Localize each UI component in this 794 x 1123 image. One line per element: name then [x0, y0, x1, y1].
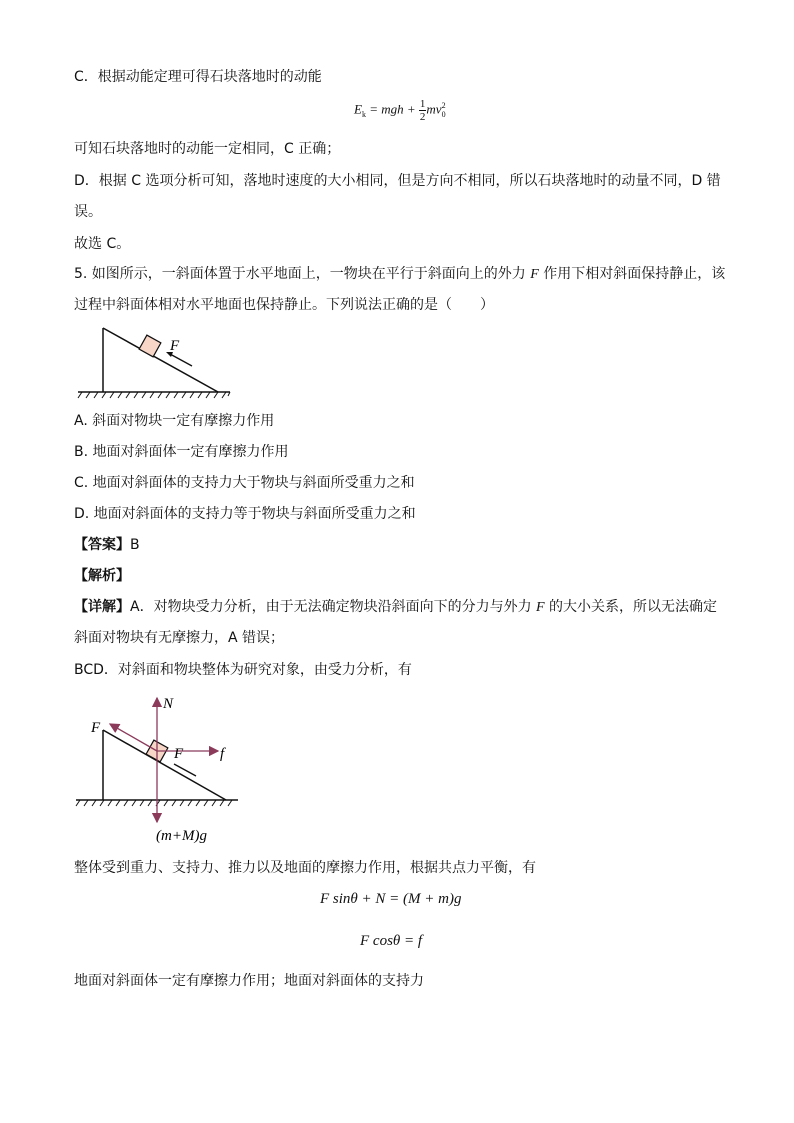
applied-force-line	[174, 764, 196, 776]
section-d-line1: D．根据 C 选项分析可知，落地时速度的大小相同，但是方向不相同，所以石块落地时的动量不同，D 错	[74, 173, 721, 189]
answer-line	[74, 535, 140, 555]
option-c: C. 地面对斜面体的支持力大于物块与斜面所受重力之和	[74, 475, 415, 491]
analysis-label: 【解析】	[74, 568, 130, 584]
equation-1: F sinθ + N = (M + m)g	[320, 891, 462, 907]
ground-hatching	[78, 392, 230, 398]
force-label: F	[170, 338, 180, 354]
ground-hatching	[76, 800, 232, 806]
force-arrow	[170, 354, 192, 366]
option-a: A. 斜面对物块一定有摩擦力作用	[74, 413, 275, 429]
label-F-top: F	[91, 720, 101, 736]
option-b: B. 地面对斜面体一定有摩擦力作用	[74, 444, 289, 460]
last-line: 地面对斜面体一定有摩擦力作用；地面对斜面体的支持力	[74, 973, 424, 989]
label-F-mid: F	[174, 746, 184, 762]
summary-line: 整体受到重力、支持力、推力以及地面的摩擦力作用，根据共点力平衡，有	[74, 860, 536, 876]
incline-figure	[70, 320, 240, 400]
block	[139, 335, 161, 357]
section-c-conclusion: 可知石块落地时的动能一定相同，C 正确；	[74, 141, 341, 157]
question5-line1: 5. 如图所示，一斜面体置于水平地面上，一物块在平行于斜面向上的外力 F 作用下相对斜面保持静止，该	[74, 266, 726, 282]
label-gravity: (m+M)g	[156, 828, 207, 844]
label-N: N	[163, 696, 174, 712]
choice-text: 故选 C。	[74, 236, 131, 252]
equation-2: F cosθ = f	[360, 933, 423, 949]
detail-line1: 【详解】A．对物块受力分析，由于无法确定物块沿斜面向下的分力与外力 F 的大小关系，所以无法确定	[74, 599, 718, 615]
incline-slope	[103, 328, 218, 392]
option-d: D. 地面对斜面体的支持力等于物块与斜面所受重力之和	[74, 506, 416, 522]
label-f: f	[220, 746, 225, 762]
section-d-line2: 误。	[74, 204, 102, 220]
answer-value: B	[130, 537, 140, 553]
incline-slope	[103, 730, 226, 800]
question5-line2: 过程中斜面体相对水平地面也保持静止。下列说法正确的是（ ）	[74, 297, 494, 313]
detail-line2: 斜面对物块有无摩擦力，A 错误；	[74, 630, 285, 646]
answer-label: 【答案】	[74, 537, 130, 553]
force-diagram	[70, 688, 260, 846]
detail-line3: BCD．对斜面和物块整体为研究对象，由受力分析，有	[74, 662, 412, 678]
kinetic-energy-formula: $E_k$ = mgh + $\frac{1}{2}$ $mv^2_0$	[354, 98, 446, 123]
section-c-intro: C．根据动能定理可得石块落地时的动能	[74, 69, 322, 85]
